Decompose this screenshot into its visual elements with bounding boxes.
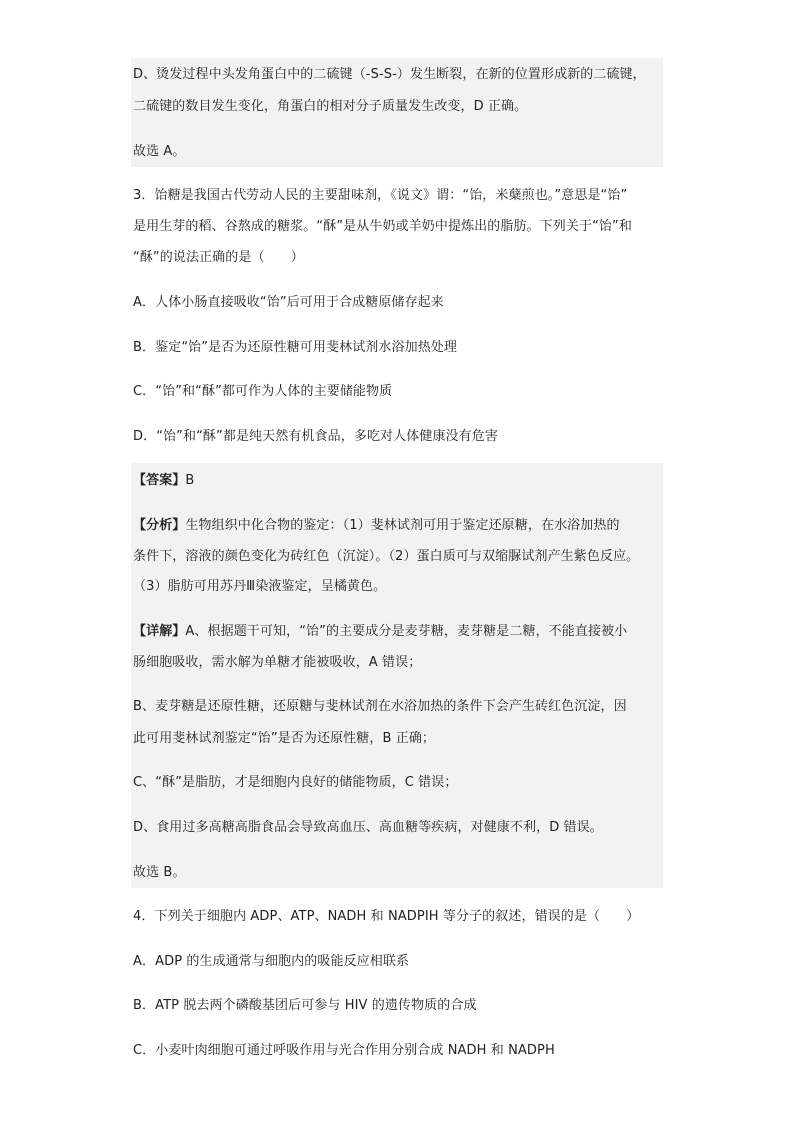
q4-option-a: A．ADP 的生成通常与细胞内的吸能反应相联系 bbox=[133, 954, 410, 969]
q3-conclusion: 故选 B。 bbox=[133, 865, 186, 880]
analysis-label: 【分析】 bbox=[133, 518, 186, 533]
q3-stem-line2: 是用生芽的稻、谷熬成的糖浆。“酥”是从牛奶或羊奶中提炼出的脂肪。下列关于“饴”和 bbox=[133, 219, 632, 234]
prev-detail-d-line1: D、烫发过程中头发角蛋白中的二硫键（-S-S-）发生断裂，在新的位置形成新的二硫键， bbox=[133, 67, 646, 82]
q3-analysis-line3: （3）脂肪可用苏丹Ⅲ染液鉴定，呈橘黄色。 bbox=[133, 579, 387, 594]
q3-stem-line1: 3．饴糖是我国古代劳动人民的主要甜味剂，《说文》谓：“饴，米蘖煎也。”意思是“饴” bbox=[133, 188, 628, 203]
q3-detail-b-line2: 此可用斐林试剂鉴定“饴”是否为还原性糖，B 正确； bbox=[133, 731, 436, 746]
q3-option-a: A．人体小肠直接吸收“饴”后可用于合成糖原储存起来 bbox=[133, 295, 444, 310]
q3-option-b: B．鉴定“饴”是否为还原性糖可用斐林试剂水浴加热处理 bbox=[133, 340, 457, 355]
q3-detail-a-line1 bbox=[133, 623, 627, 641]
q3-detail-b-line1: B、麦芽糖是还原性糖，还原糖与斐林试剂在水浴加热的条件下会产生砖红色沉淀，因 bbox=[133, 699, 627, 714]
analysis-text: 生物组织中化合物的鉴定：（1）斐林试剂可用于鉴定还原糖，在水浴加热的 bbox=[185, 518, 620, 533]
q3-analysis-line2: 条件下，溶液的颜色变化为砖红色（沉淀）。（2）蛋白质可与双缩脲试剂产生紫色反应。 bbox=[133, 549, 640, 564]
detail-a-text: A、根据题干可知，“饴”的主要成分是麦芽糖，麦芽糖是二糖，不能直接被小 bbox=[185, 624, 628, 639]
detail-label: 【详解】 bbox=[133, 624, 186, 639]
answer-label: 【答案】 bbox=[133, 473, 186, 488]
prev-detail-d-line2: 二硫键的数目发生变化，角蛋白的相对分子质量发生改变，D 正确。 bbox=[133, 99, 528, 114]
q3-analysis-line1 bbox=[133, 517, 620, 535]
q4-stem: 4．下列关于细胞内 ADP、ATP、NADH 和 NADPIH 等分子的叙述，错误的是（ ） bbox=[133, 909, 640, 924]
q4-option-b: B．ATP 脱去两个磷酸基团后可参与 HIV 的遗传物质的合成 bbox=[133, 998, 477, 1013]
q3-answer bbox=[133, 472, 194, 490]
answer-value: B bbox=[185, 473, 195, 488]
q3-option-d: D．“饴”和“酥”都是纯天然有机食品，多吃对人体健康没有危害 bbox=[133, 429, 498, 444]
q3-detail-d: D、食用过多高糖高脂食品会导致高血压、高血糖等疾病，对健康不利，D 错误。 bbox=[133, 820, 603, 835]
q3-option-c: C．“饴”和“酥”都可作为人体的主要储能物质 bbox=[133, 384, 393, 399]
prev-conclusion: 故选 A。 bbox=[133, 144, 186, 159]
q3-detail-c: C、“酥”是脂肪，才是细胞内良好的储能物质，C 错误； bbox=[133, 775, 458, 790]
q3-detail-a-line2: 肠细胞吸收，需水解为单糖才能被吸收，A 错误； bbox=[133, 655, 422, 670]
q3-stem-line3: “酥”的说法正确的是（ ） bbox=[133, 250, 304, 265]
q4-option-c: C．小麦叶肉细胞可通过呼吸作用与光合作用分别合成 NADH 和 NADPH bbox=[133, 1043, 555, 1058]
